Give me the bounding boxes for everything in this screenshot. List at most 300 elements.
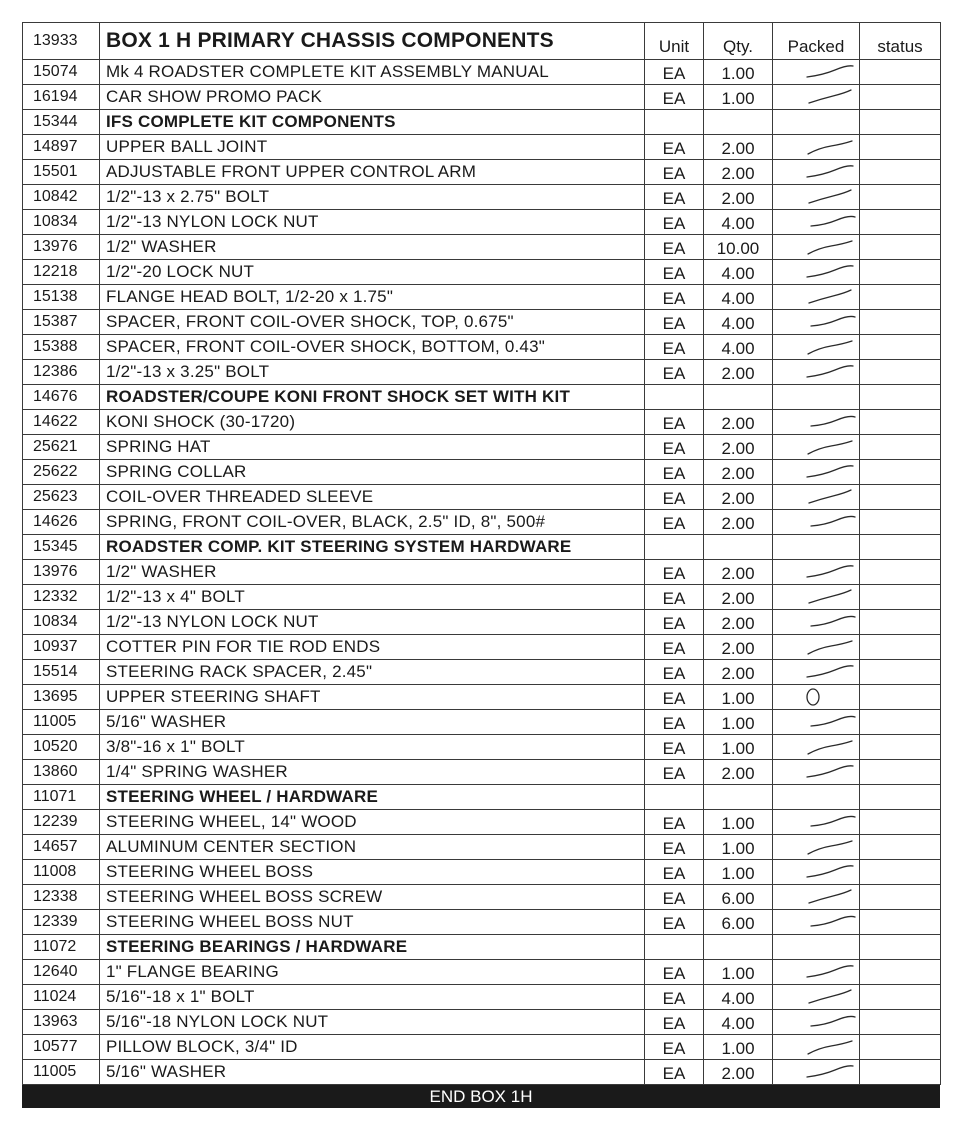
item-row [23,435,941,460]
handwritten-check-mark [773,960,859,984]
item-packed [773,235,860,260]
item-description: CAR SHOW PROMO PACK [100,85,645,110]
item-description: COIL-OVER THREADED SLEEVE [100,485,645,510]
item-qty: 1.00 [704,810,773,835]
item-status [860,985,941,1010]
packing-list [22,22,940,1108]
item-number: 11071 [23,785,100,810]
item-description: SPACER, FRONT COIL-OVER SHOCK, TOP, 0.675" [100,310,645,335]
item-row [23,735,941,760]
item-packed [773,985,860,1010]
handwritten-check-mark [773,160,859,184]
item-number: 11008 [23,860,100,885]
item-number: 14897 [23,135,100,160]
item-packed [773,560,860,585]
item-qty: 2.00 [704,635,773,660]
item-number: 14622 [23,410,100,435]
item-packed [773,160,860,185]
item-unit [645,385,704,410]
item-description: STEERING WHEEL BOSS [100,860,645,885]
item-status [860,810,941,835]
item-unit: EA [645,1035,704,1060]
item-qty: 2.00 [704,460,773,485]
handwritten-check-mark [773,985,859,1009]
item-description: 1/2" WASHER [100,235,645,260]
item-row [23,585,941,610]
item-qty: 2.00 [704,1060,773,1085]
item-description: STEERING WHEEL BOSS SCREW [100,885,645,910]
item-description: PILLOW BLOCK, 3/4" ID [100,1035,645,1060]
handwritten-check-mark [773,560,859,584]
item-number: 10520 [23,735,100,760]
item-qty: 1.00 [704,85,773,110]
col-status-header: status [860,23,941,60]
item-description: 1/2"-13 NYLON LOCK NUT [100,610,645,635]
item-unit [645,935,704,960]
item-qty: 1.00 [704,685,773,710]
item-qty: 2.00 [704,360,773,385]
item-number: 10834 [23,610,100,635]
item-row [23,685,941,710]
item-description: COTTER PIN FOR TIE ROD ENDS [100,635,645,660]
item-unit: EA [645,710,704,735]
item-status [860,710,941,735]
item-description: 1/2"-13 x 3.25" BOLT [100,360,645,385]
item-qty: 1.00 [704,735,773,760]
item-unit: EA [645,310,704,335]
handwritten-check-mark [773,1010,859,1034]
handwritten-check-mark [773,485,859,509]
item-description: ROADSTER/COUPE KONI FRONT SHOCK SET WITH KIT [100,385,645,410]
item-status [860,660,941,685]
item-unit [645,110,704,135]
item-row [23,260,941,285]
item-row [23,860,941,885]
item-packed [773,110,860,135]
item-number: 15138 [23,285,100,310]
item-number: 12218 [23,260,100,285]
item-number: 11024 [23,985,100,1010]
box-number: 13933 [23,23,100,60]
item-description: 5/16"-18 NYLON LOCK NUT [100,1010,645,1035]
item-packed [773,335,860,360]
item-unit: EA [645,660,704,685]
end-box-footer: END BOX 1H [22,1085,940,1108]
item-unit: EA [645,635,704,660]
item-packed [773,585,860,610]
item-row [23,1035,941,1060]
item-status [860,435,941,460]
item-row [23,635,941,660]
item-number: 10577 [23,1035,100,1060]
item-packed [773,185,860,210]
item-qty: 2.00 [704,610,773,635]
item-description: 3/8"-16 x 1" BOLT [100,735,645,760]
item-row [23,360,941,385]
item-row [23,910,941,935]
item-number: 13976 [23,235,100,260]
packing-table [22,22,941,1085]
item-row [23,235,941,260]
item-row [23,1010,941,1035]
item-status [860,85,941,110]
item-row [23,760,941,785]
item-qty: 2.00 [704,560,773,585]
item-unit: EA [645,460,704,485]
item-unit [645,535,704,560]
item-unit: EA [645,410,704,435]
item-qty [704,535,773,560]
item-status [860,585,941,610]
handwritten-check-mark [773,735,859,759]
item-qty: 1.00 [704,60,773,85]
item-qty: 2.00 [704,510,773,535]
item-status [860,1010,941,1035]
item-status [860,535,941,560]
section-row [23,385,941,410]
item-row [23,810,941,835]
item-qty: 1.00 [704,1035,773,1060]
item-number: 13976 [23,560,100,585]
item-number: 12386 [23,360,100,385]
item-status [860,935,941,960]
item-unit: EA [645,1060,704,1085]
item-unit: EA [645,735,704,760]
item-description: ALUMINUM CENTER SECTION [100,835,645,860]
item-qty: 1.00 [704,960,773,985]
item-unit: EA [645,210,704,235]
item-unit: EA [645,885,704,910]
item-packed [773,285,860,310]
item-status [860,310,941,335]
col-unit-header: Unit [645,23,704,60]
item-status [860,760,941,785]
item-description: ADJUSTABLE FRONT UPPER CONTROL ARM [100,160,645,185]
handwritten-check-mark [773,210,859,234]
item-status [860,285,941,310]
item-packed [773,85,860,110]
item-status [860,885,941,910]
item-status [860,785,941,810]
item-number: 12640 [23,960,100,985]
item-unit: EA [645,85,704,110]
item-row [23,885,941,910]
item-row [23,835,941,860]
item-packed [773,1010,860,1035]
item-qty: 2.00 [704,160,773,185]
item-status [860,335,941,360]
item-number: 15388 [23,335,100,360]
item-row [23,85,941,110]
item-row [23,285,941,310]
item-qty: 1.00 [704,860,773,885]
item-row [23,210,941,235]
item-status [860,635,941,660]
item-row [23,560,941,585]
handwritten-check-mark [773,510,859,534]
item-status [860,410,941,435]
item-packed [773,1060,860,1085]
handwritten-check-mark [773,135,859,159]
item-qty: 4.00 [704,310,773,335]
handwritten-check-mark [773,835,859,859]
item-qty: 4.00 [704,985,773,1010]
item-qty [704,785,773,810]
item-qty: 2.00 [704,410,773,435]
item-description: 5/16" WASHER [100,1060,645,1085]
section-row [23,110,941,135]
item-description: KONI SHOCK (30-1720) [100,410,645,435]
item-qty: 10.00 [704,235,773,260]
item-number: 16194 [23,85,100,110]
item-number: 15074 [23,60,100,85]
item-description: STEERING BEARINGS / HARDWARE [100,935,645,960]
item-row [23,610,941,635]
item-packed [773,810,860,835]
item-status [860,910,941,935]
item-packed [773,535,860,560]
item-status [860,735,941,760]
item-qty: 4.00 [704,210,773,235]
item-packed [773,460,860,485]
item-packed [773,485,860,510]
item-status [860,385,941,410]
item-unit: EA [645,485,704,510]
item-packed [773,910,860,935]
item-packed [773,435,860,460]
item-number: 15514 [23,660,100,685]
handwritten-check-mark [773,435,859,459]
item-description: ROADSTER COMP. KIT STEERING SYSTEM HARDWARE [100,535,645,560]
handwritten-check-mark [773,1060,859,1084]
item-number: 14657 [23,835,100,860]
item-number: 25622 [23,460,100,485]
item-qty: 4.00 [704,260,773,285]
item-unit: EA [645,960,704,985]
item-description: 5/16" WASHER [100,710,645,735]
item-description: STEERING RACK SPACER, 2.45" [100,660,645,685]
item-unit: EA [645,810,704,835]
item-row [23,310,941,335]
item-unit: EA [645,60,704,85]
item-description: STEERING WHEEL BOSS NUT [100,910,645,935]
section-row [23,535,941,560]
item-status [860,560,941,585]
item-number: 15501 [23,160,100,185]
item-unit: EA [645,285,704,310]
handwritten-check-mark [773,460,859,484]
item-packed [773,60,860,85]
item-qty: 2.00 [704,660,773,685]
item-qty: 2.00 [704,135,773,160]
item-row [23,1060,941,1085]
handwritten-check-mark [773,360,859,384]
item-qty: 2.00 [704,435,773,460]
item-row [23,60,941,85]
item-description: UPPER STEERING SHAFT [100,685,645,710]
item-packed [773,960,860,985]
item-unit: EA [645,360,704,385]
handwritten-check-mark [773,235,859,259]
item-description: 1" FLANGE BEARING [100,960,645,985]
item-unit: EA [645,985,704,1010]
item-row [23,335,941,360]
item-number: 25623 [23,485,100,510]
item-packed [773,885,860,910]
item-number: 12338 [23,885,100,910]
item-number: 10842 [23,185,100,210]
handwritten-check-mark [773,610,859,634]
item-description: FLANGE HEAD BOLT, 1/2-20 x 1.75" [100,285,645,310]
item-packed [773,760,860,785]
item-row [23,660,941,685]
item-unit: EA [645,235,704,260]
item-description: 1/2"-13 x 4" BOLT [100,585,645,610]
item-unit: EA [645,685,704,710]
item-status [860,210,941,235]
item-qty: 2.00 [704,185,773,210]
item-status [860,960,941,985]
item-unit: EA [645,510,704,535]
item-description: UPPER BALL JOINT [100,135,645,160]
item-description: 1/2"-20 LOCK NUT [100,260,645,285]
item-description: IFS COMPLETE KIT COMPONENTS [100,110,645,135]
item-unit: EA [645,260,704,285]
item-rows [23,60,941,1085]
item-packed [773,610,860,635]
handwritten-circle-mark [773,685,859,709]
item-status [860,510,941,535]
item-status [860,460,941,485]
item-qty: 2.00 [704,485,773,510]
item-unit: EA [645,135,704,160]
item-number: 15345 [23,535,100,560]
item-packed [773,635,860,660]
item-qty [704,935,773,960]
item-number: 15387 [23,310,100,335]
item-number: 14676 [23,385,100,410]
item-row [23,185,941,210]
section-row [23,785,941,810]
item-packed [773,935,860,960]
item-number: 13860 [23,760,100,785]
item-unit: EA [645,160,704,185]
handwritten-check-mark [773,585,859,609]
item-description: SPRING HAT [100,435,645,460]
item-packed [773,260,860,285]
item-description: STEERING WHEEL, 14" WOOD [100,810,645,835]
item-packed [773,735,860,760]
item-row [23,135,941,160]
item-number: 13963 [23,1010,100,1035]
item-status [860,160,941,185]
item-status [860,1060,941,1085]
item-status [860,860,941,885]
handwritten-check-mark [773,710,859,734]
item-qty: 2.00 [704,760,773,785]
item-row [23,985,941,1010]
item-packed [773,660,860,685]
item-packed [773,860,860,885]
header-row [23,23,941,60]
item-packed [773,410,860,435]
item-packed [773,835,860,860]
item-status [860,360,941,385]
item-number: 12239 [23,810,100,835]
item-description: 1/2"-13 NYLON LOCK NUT [100,210,645,235]
item-description: SPRING, FRONT COIL-OVER, BLACK, 2.5" ID, 8", 500# [100,510,645,535]
item-packed [773,310,860,335]
item-row [23,160,941,185]
item-qty: 1.00 [704,710,773,735]
col-packed-header: Packed [773,23,860,60]
item-row [23,510,941,535]
item-qty [704,110,773,135]
item-row [23,710,941,735]
item-description: SPACER, FRONT COIL-OVER SHOCK, BOTTOM, 0.43" [100,335,645,360]
item-status [860,485,941,510]
item-row [23,960,941,985]
item-number: 25621 [23,435,100,460]
item-unit: EA [645,910,704,935]
handwritten-check-mark [773,635,859,659]
item-qty: 4.00 [704,285,773,310]
handwritten-check-mark [773,260,859,284]
item-status [860,135,941,160]
item-number: 15344 [23,110,100,135]
item-unit: EA [645,585,704,610]
item-description: SPRING COLLAR [100,460,645,485]
item-description: 1/2" WASHER [100,560,645,585]
item-unit: EA [645,760,704,785]
item-status [860,1035,941,1060]
item-description: Mk 4 ROADSTER COMPLETE KIT ASSEMBLY MANUAL [100,60,645,85]
item-unit: EA [645,435,704,460]
item-qty: 1.00 [704,835,773,860]
item-packed [773,1035,860,1060]
handwritten-check-mark [773,910,859,934]
item-qty: 6.00 [704,910,773,935]
handwritten-check-mark [773,335,859,359]
handwritten-check-mark [773,285,859,309]
item-description: 1/2"-13 x 2.75" BOLT [100,185,645,210]
item-row [23,460,941,485]
item-number: 13695 [23,685,100,710]
box-title: BOX 1 H PRIMARY CHASSIS COMPONENTS [100,23,645,60]
handwritten-check-mark [773,760,859,784]
item-status [860,685,941,710]
item-description: 5/16"-18 x 1" BOLT [100,985,645,1010]
item-number: 10834 [23,210,100,235]
item-packed [773,360,860,385]
item-status [860,60,941,85]
item-unit [645,785,704,810]
item-packed [773,385,860,410]
item-qty: 6.00 [704,885,773,910]
section-row [23,935,941,960]
handwritten-check-mark [773,410,859,434]
item-description: STEERING WHEEL / HARDWARE [100,785,645,810]
item-unit: EA [645,860,704,885]
item-qty: 4.00 [704,1010,773,1035]
item-status [860,185,941,210]
item-unit: EA [645,610,704,635]
handwritten-check-mark [773,310,859,334]
item-packed [773,135,860,160]
handwritten-check-mark [773,810,859,834]
item-status [860,835,941,860]
item-number: 12332 [23,585,100,610]
